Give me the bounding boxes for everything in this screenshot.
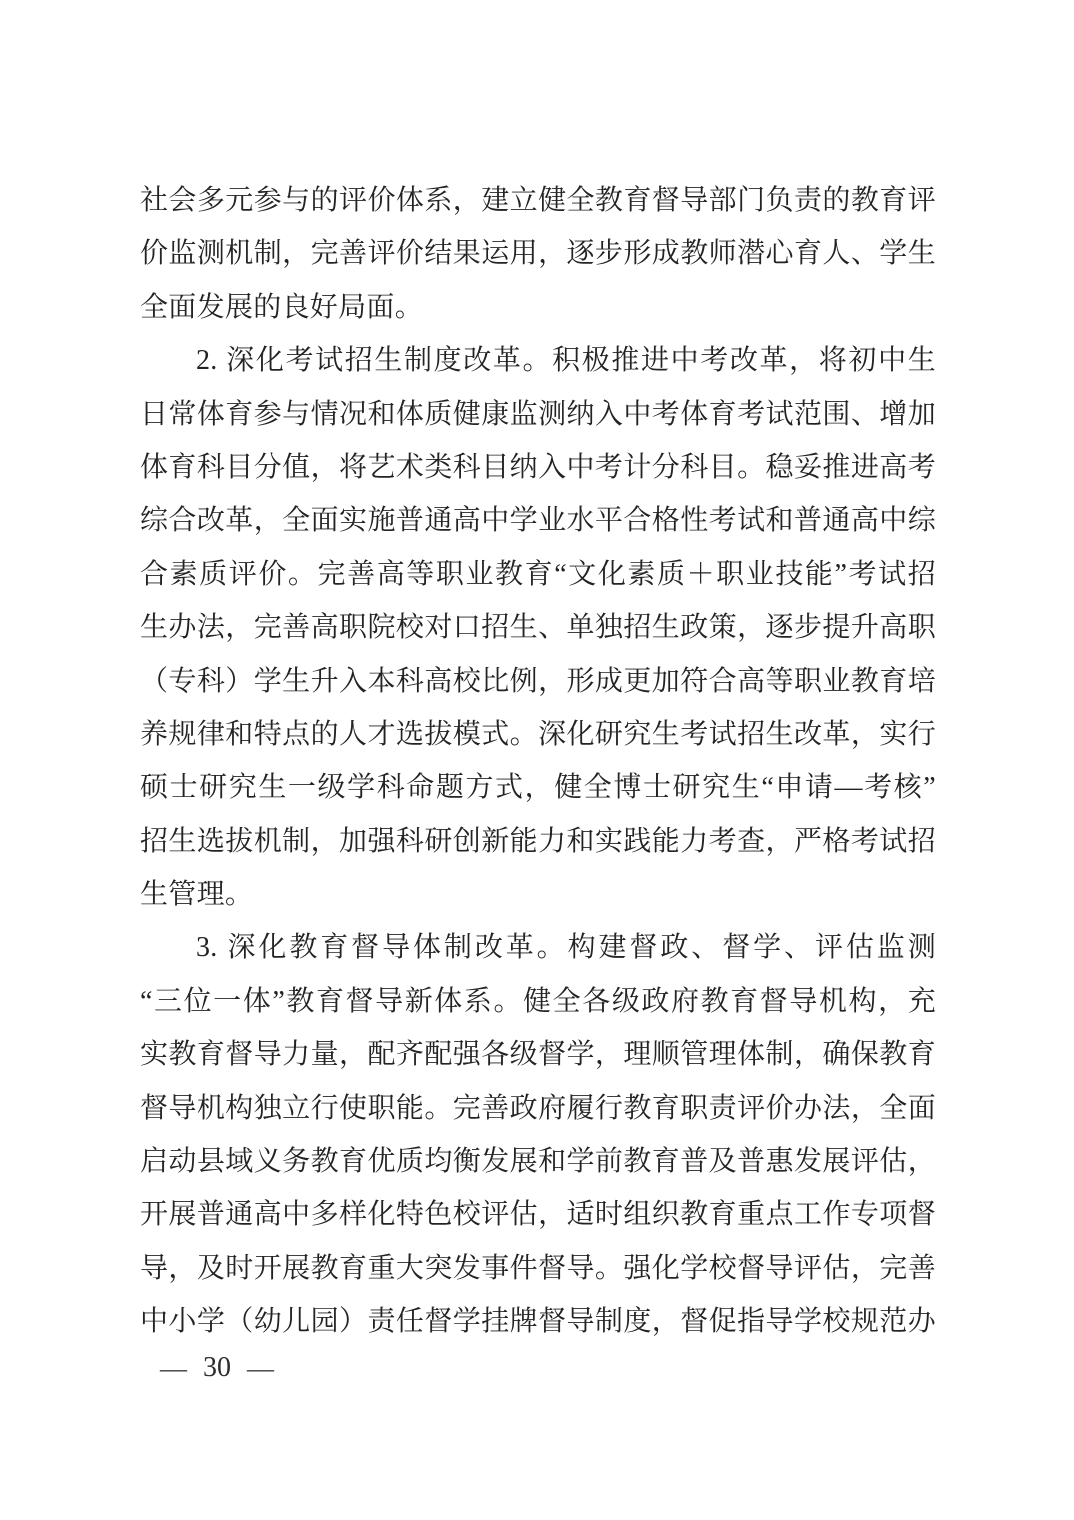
footer-right-dash: —	[247, 1352, 274, 1383]
text-line: 综合改革，全面实施普通高中学业水平合格性考试和普通高中综	[140, 505, 936, 537]
text-line: 硕士研究生一级学科命题方式，健全博士研究生“申请—考核”	[140, 772, 936, 804]
text-line: “三位一体”教育督导新体系。健全各级政府教育督导机构，充	[140, 985, 936, 1017]
text-line: 3. 深化教育督导体制改革。构建督政、督学、评估监测	[196, 932, 936, 964]
text-line: 生管理。	[140, 879, 254, 911]
document-body	[140, 174, 936, 1349]
text-line: 合素质评价。完善高等职业教育“文化素质＋职业技能”考试招	[140, 558, 936, 590]
page-footer	[160, 1348, 274, 1388]
text-line: 养规律和特点的人才选拔模式。深化研究生考试招生改革，实行	[140, 718, 936, 750]
text-line: 全面发展的良好局面。	[140, 291, 424, 323]
text-line: （专科）学生升入本科高校比例，形成更加符合高等职业教育培	[140, 665, 936, 697]
footer-left-dash: —	[160, 1352, 187, 1383]
text-line: 实教育督导力量，配齐配强各级督学，理顺管理体制，确保教育	[140, 1039, 936, 1071]
text-line: 中小学（幼儿园）责任督学挂牌督导制度，督促指导学校规范办	[140, 1306, 936, 1338]
text-line: 开展普通高中多样化特色校评估，适时组织教育重点工作专项督	[140, 1199, 936, 1231]
text-line: 社会多元参与的评价体系，建立健全教育督导部门负责的教育评	[140, 185, 936, 216]
text-line: 导，及时开展教育重大突发事件督导。强化学校督导评估，完善	[140, 1252, 936, 1284]
text-line: 2. 深化考试招生制度改革。积极推进中考改革，将初中生	[196, 345, 936, 377]
text-line: 价监测机制，完善评价结果运用，逐步形成教师潜心育人、学生	[140, 238, 936, 270]
text-line: 招生选拔机制，加强科研创新能力和实践能力考查，严格考试招	[140, 825, 936, 857]
page-number: 30	[203, 1352, 231, 1383]
text-line: 启动县域义务教育优质均衡发展和学前教育普及普惠发展评估，	[140, 1146, 936, 1178]
text-line: 日常体育参与情况和体质健康监测纳入中考体育考试范围、增加	[140, 398, 936, 430]
text-line: 督导机构独立行使职能。完善政府履行教育职责评价办法，全面	[140, 1092, 936, 1124]
text-line: 体育科目分值，将艺术类科目纳入中考计分科目。稳妥推进高考	[140, 451, 936, 483]
text-line: 生办法，完善高职院校对口招生、单独招生政策，逐步提升高职	[140, 612, 936, 644]
